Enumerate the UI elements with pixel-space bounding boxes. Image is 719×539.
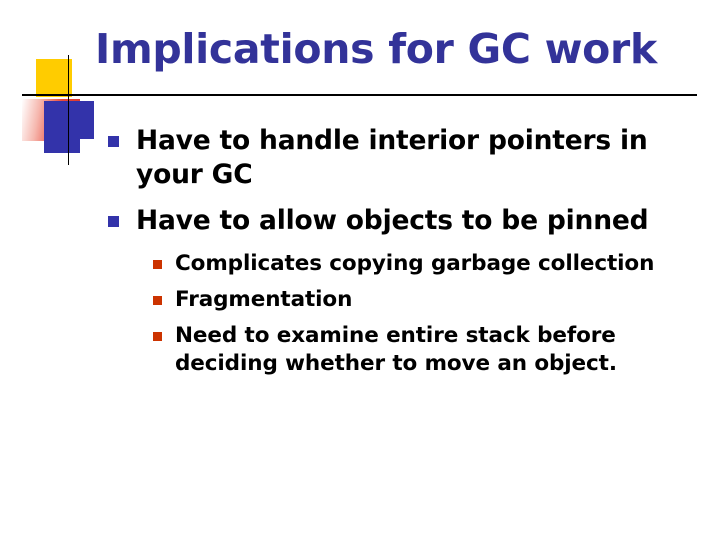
blue-square-shape [44, 101, 80, 153]
square-bullet-icon [108, 216, 119, 227]
vertical-rule [68, 55, 69, 165]
square-bullet-icon [153, 260, 162, 269]
bullet-text: Have to allow objects to be pinned [136, 204, 649, 236]
blue-square-small-shape [80, 101, 94, 139]
yellow-square-shape [36, 59, 72, 97]
bullet-item [108, 204, 708, 238]
bullet-item [108, 124, 708, 192]
sub-bullet-item [153, 286, 708, 314]
sub-bullet-item [153, 322, 708, 378]
square-bullet-icon [153, 296, 162, 305]
slide-title: Implications for GC work [95, 25, 657, 73]
sub-bullet-text: Fragmentation [175, 286, 353, 312]
title-divider [22, 94, 697, 96]
sub-bullet-item [153, 250, 708, 278]
square-bullet-icon [153, 332, 162, 341]
sub-bullet-text: Complicates copying garbage collection [175, 250, 655, 276]
sub-bullet-list [153, 250, 708, 378]
sub-bullet-text: Need to examine entire stack before deciding whether to move an object. [175, 322, 617, 376]
bullet-text: Have to handle interior pointers in your GC [136, 125, 648, 190]
square-bullet-icon [108, 136, 119, 147]
slide-body [108, 124, 708, 385]
